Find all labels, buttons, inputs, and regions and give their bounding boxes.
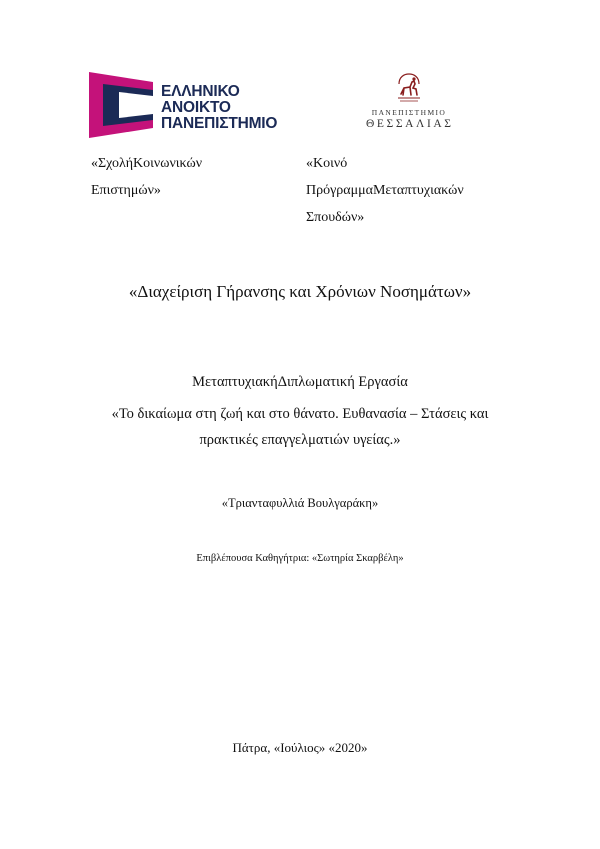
place-date: Πάτρα, «Ιούλιος» «2020» [232, 740, 368, 755]
thesis-title-line-2: πρακτικές επαγγελματιών υγείας.» [199, 432, 401, 448]
centaur-seal-icon [395, 70, 423, 104]
uth-logo-line-1: ΠΑΝΕΠΙΣΤΗΜΙΟ [371, 108, 447, 117]
school-name-line-2: Επιστημών» [91, 183, 161, 198]
hou-logo-mark-icon [89, 72, 153, 138]
hellenic-open-university-logo [89, 72, 279, 138]
university-of-thessaly-logo [366, 70, 452, 136]
hou-logo-line-2: ΑΝΟΙΚΤΟ [161, 99, 231, 116]
thesis-title-line-1: «Το δικαίωμα στη ζωή και στο θάνατο. Ευθανασία – Στάσεις και [111, 406, 489, 422]
hou-logo-line-1: ΕΛΛΗΝΙΚΟ [161, 83, 240, 100]
program-name-line-2: ΠρόγραμμαΜεταπτυχιακών [306, 183, 464, 198]
program-title: «Διαχείριση Γήρανσης και Χρόνιων Νοσημάτων» [128, 282, 472, 301]
program-name-line-3: Σπουδών» [306, 210, 365, 225]
program-name-line-1: «Κοινό [306, 156, 348, 171]
hou-logo-line-3: ΠΑΝΕΠΙΣΤΗΜΙΟ [161, 115, 278, 132]
uth-logo-line-2: ΘΕΣΣΑΛΙΑΣ [366, 118, 454, 130]
supervisor: Επιβλέπουσα Καθηγήτρια: «Σωτηρία Σκαρβέλη» [196, 553, 404, 564]
hou-logo-text [161, 84, 277, 132]
thesis-type: ΜεταπτυχιακήΔιπλωματική Εργασία [192, 374, 408, 390]
school-name-line-1: «ΣχολήΚοινωνικών [91, 156, 203, 171]
author-name: «Τριανταφυλλιά Βουλγαράκη» [221, 496, 379, 510]
